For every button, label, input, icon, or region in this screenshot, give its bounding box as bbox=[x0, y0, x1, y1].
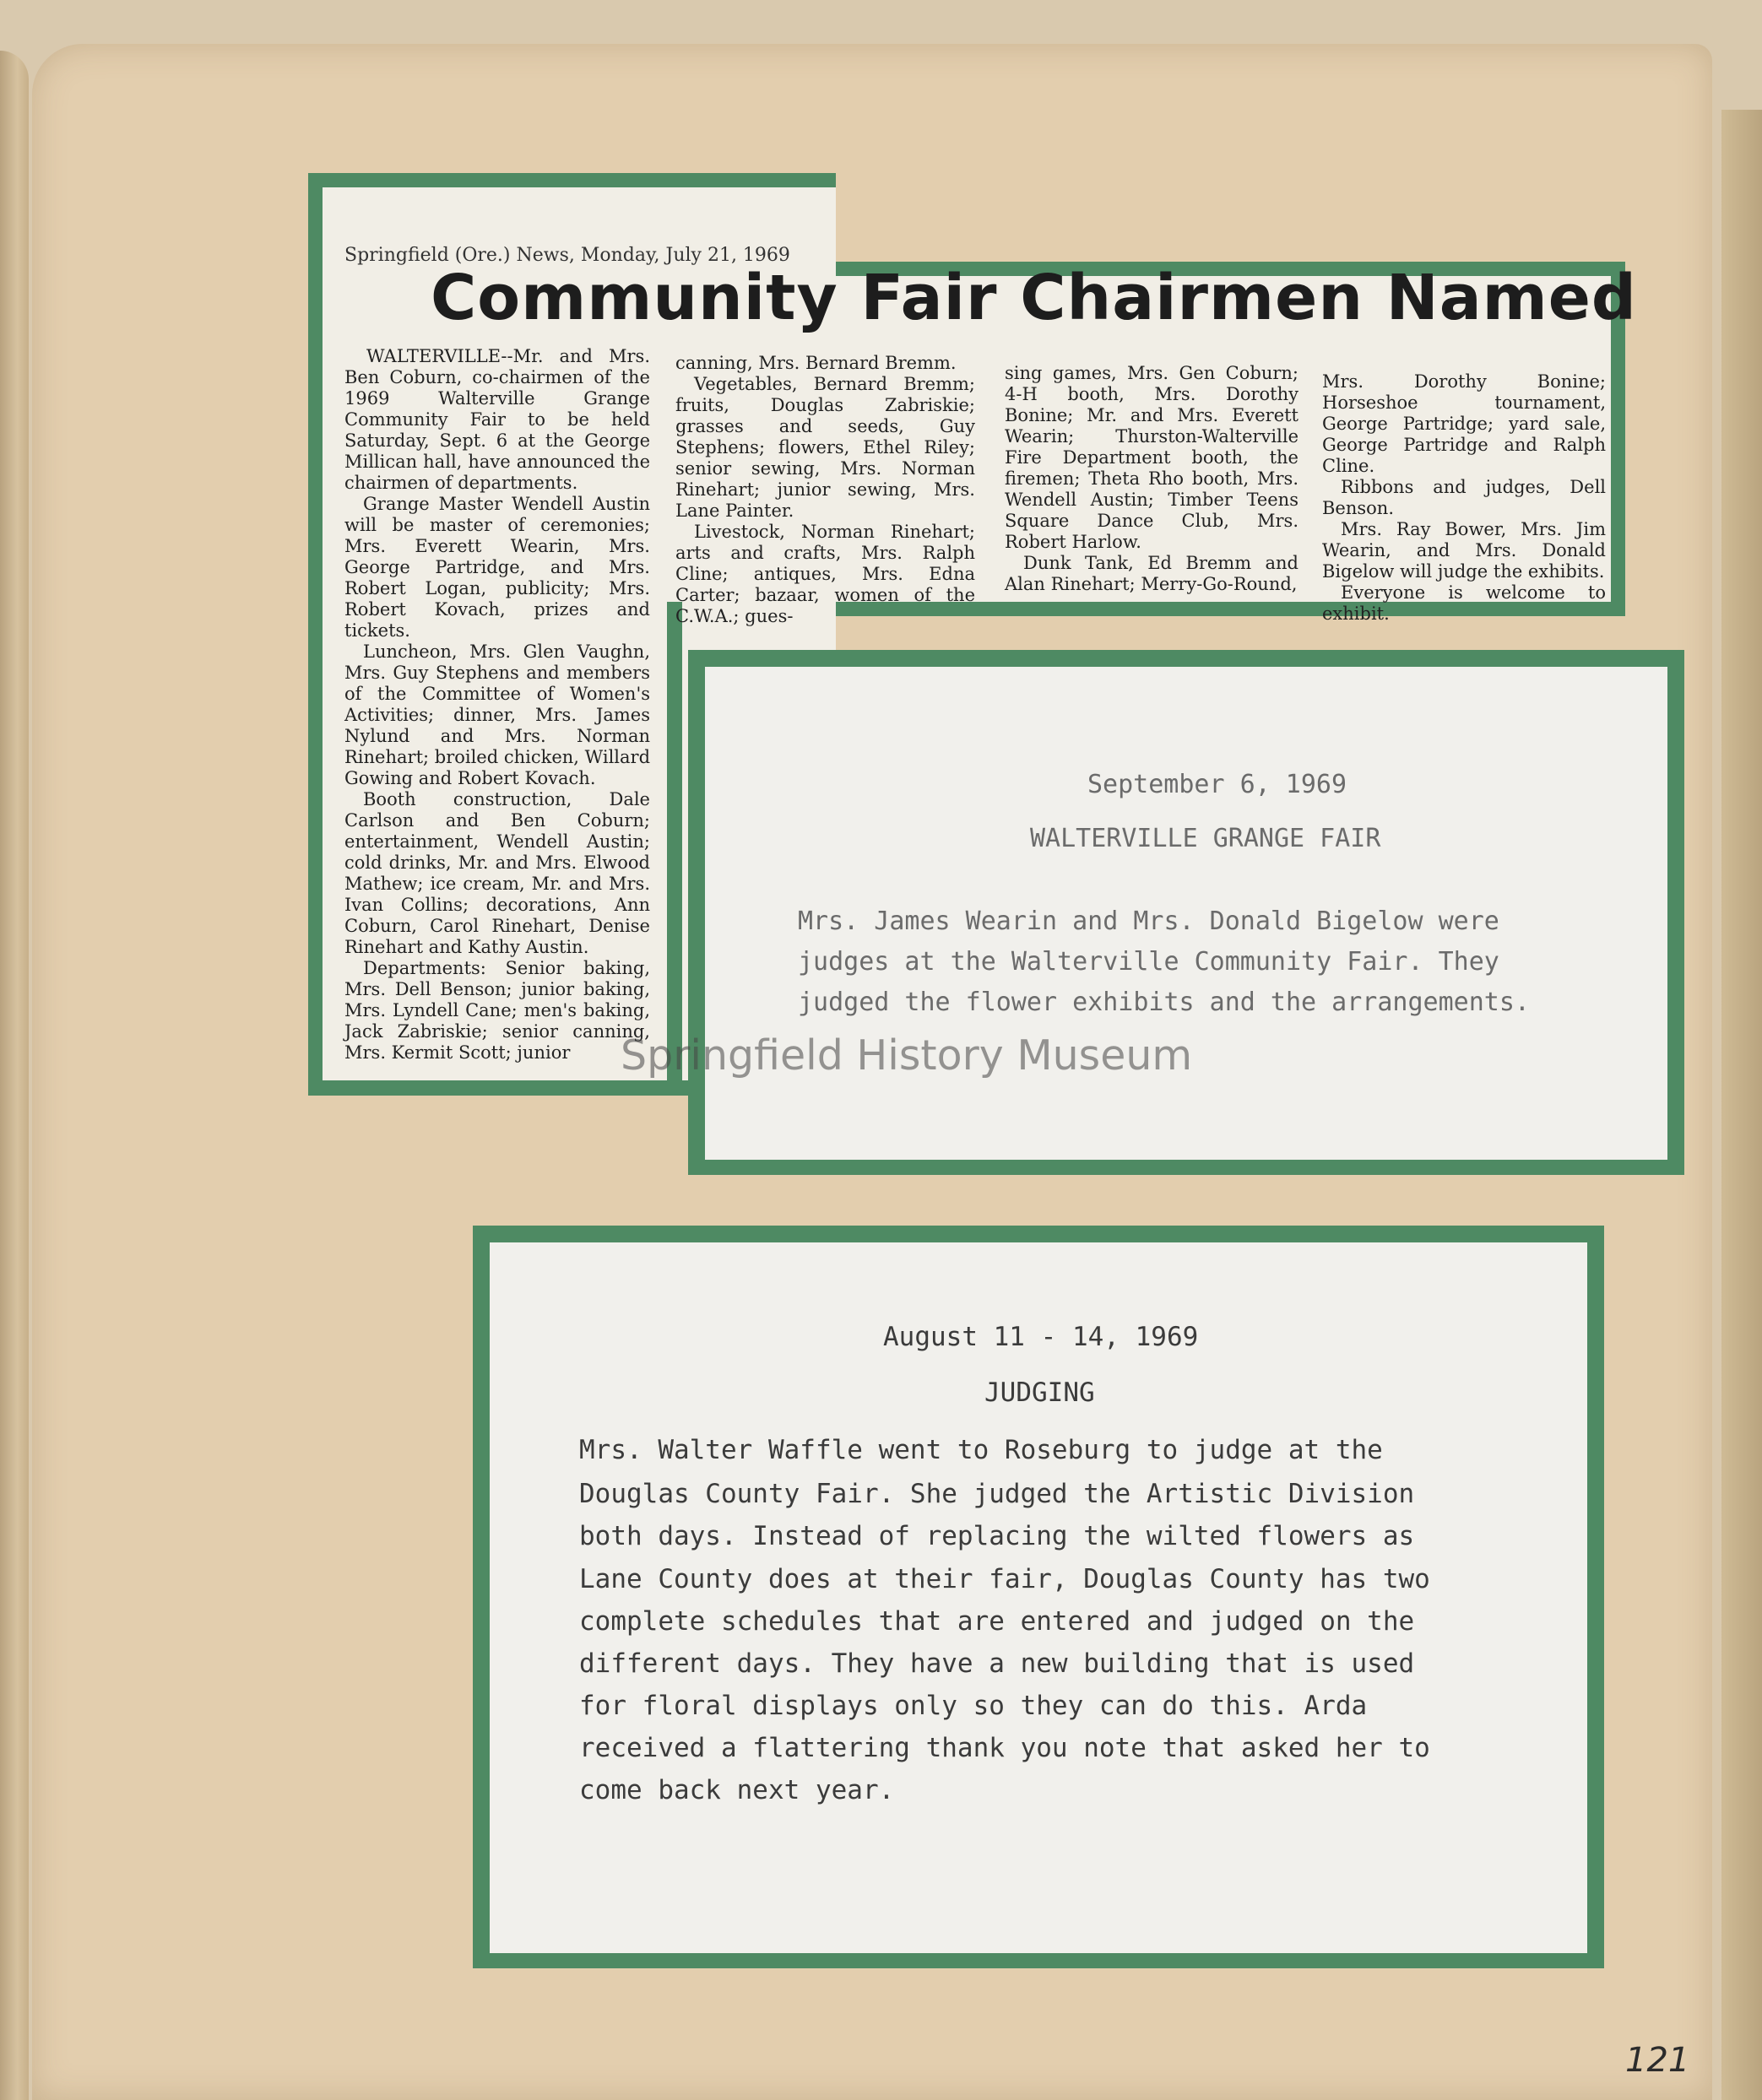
article-paragraph: Ribbons and judges, Dell Benson. bbox=[1322, 477, 1606, 518]
card-text-line: Douglas County Fair. She judged the Artistic Division bbox=[579, 1479, 1415, 1509]
page-number: 121 bbox=[1625, 2041, 1690, 2080]
article-paragraph: sing games, Mrs. Gen Coburn; 4-H booth, Mrs. Dorothy Bonine; Mr. and Mrs. Everett Wearin; Thurston-Walterville Fire Department booth, the firemen; Theta Rho booth, Mrs. Wendell Austin; Timber Teens Square Dance Club, Mrs. Robert Harlow. bbox=[1005, 363, 1298, 552]
clipping-dateline: Springfield (Ore.) News, Monday, July 21, 1969 bbox=[344, 245, 790, 266]
article-column-3 bbox=[1005, 363, 1298, 595]
museum-watermark: Springfield History Museum bbox=[621, 1031, 1193, 1080]
article-paragraph: Luncheon, Mrs. Glen Vaughn, Mrs. Guy Stephens and members of the Committee of Women's Activities; dinner, Mrs. James Nylund and Mrs. Norman Rinehart; broiled chicken, Willard Gowing and Robert Kovach. bbox=[344, 641, 651, 788]
card-text-line: for floral displays only so they can do this. Arda bbox=[579, 1691, 1368, 1721]
article-paragraph: Mrs. Ray Bower, Mrs. Jim Wearin, and Mrs. Donald Bigelow will judge the exhibits. bbox=[1322, 519, 1606, 582]
article-paragraph: Everyone is welcome to exhibit. bbox=[1322, 582, 1606, 624]
card-title: JUDGING bbox=[984, 1377, 1095, 1408]
card-date: September 6, 1969 bbox=[1087, 770, 1347, 799]
clipping-headline: Community Fair Chairmen Named bbox=[431, 262, 1637, 334]
article-paragraph: Mrs. Dorothy Bonine; Horseshoe tournament, George Partridge; yard sale, George Partridge and Ralph Cline. bbox=[1322, 371, 1606, 476]
article-column-4 bbox=[1322, 371, 1606, 625]
card-text-line: Mrs. Walter Waffle went to Roseburg to judge at the bbox=[579, 1435, 1383, 1465]
card-title: WALTERVILLE GRANGE FAIR bbox=[1030, 824, 1381, 853]
card-date: August 11 - 14, 1969 bbox=[883, 1322, 1199, 1352]
article-column-2 bbox=[675, 353, 975, 627]
page-edge bbox=[1721, 110, 1762, 2100]
card-text-line: judged the flower exhibits and the arrangements. bbox=[798, 988, 1530, 1017]
article-paragraph: WALTERVILLE--Mr. and Mrs. Ben Coburn, co-chairmen of the 1969 Walterville Grange Community Fair to be held Saturday, Sept. 6 at the George Millican hall, have announced the chairmen of departments. bbox=[344, 346, 650, 493]
card-text-line: judges at the Walterville Community Fair. They bbox=[798, 947, 1499, 977]
article-paragraph: Grange Master Wendell Austin will be master of ceremonies; Mrs. Everett Wearin, Mrs. George Partridge, and Mrs. Robert Logan, publicity; Mrs. Robert Kovach, prizes and tickets. bbox=[344, 494, 650, 641]
card-text-line: received a flattering thank you note that asked her to bbox=[579, 1733, 1430, 1763]
card-text-line: complete schedules that are entered and judged on the bbox=[579, 1606, 1415, 1637]
card-text-line: come back next year. bbox=[579, 1775, 895, 1805]
card-text-line: different days. They have a new building that is used bbox=[579, 1648, 1415, 1679]
article-paragraph: Vegetables, Bernard Bremm; fruits, Douglas Zabriskie; grasses and seeds, Guy Stephens; flowers, Ethel Riley; senior sewing, Mrs. Norman Rinehart; junior sewing, Mrs. Lane Painter. bbox=[675, 374, 975, 521]
card-text-line: both days. Instead of replacing the wilted flowers as bbox=[579, 1521, 1415, 1551]
article-paragraph: Departments: Senior baking, Mrs. Dell Benson; junior baking, Mrs. Lyndell Cane; men's baking, Jack Zabriskie; senior canning, Mrs. Kermit Scott; junior bbox=[344, 958, 650, 1063]
book-spine bbox=[0, 51, 29, 2100]
article-paragraph: Livestock, Norman Rinehart; arts and crafts, Mrs. Ralph Cline; antiques, Mrs. Edna Carter; bazaar, women of the C.W.A.; gues- bbox=[675, 522, 975, 626]
article-paragraph: canning, Mrs. Bernard Bremm. bbox=[675, 353, 957, 373]
article-paragraph: Dunk Tank, Ed Bremm and Alan Rinehart; Merry-Go-Round, bbox=[1005, 553, 1298, 594]
article-paragraph: Booth construction, Dale Carlson and Ben Coburn; entertainment, Wendell Austin; cold drinks, Mr. and Mrs. Elwood Mathew; ice cream, Mr. and Mrs. Ivan Collins; decorations, Ann Coburn, Carol Rinehart, Denise Rinehart and Kathy Austin. bbox=[344, 789, 650, 957]
card-text-line: Lane County does at their fair, Douglas County has two bbox=[579, 1564, 1430, 1594]
card-text-line: Mrs. James Wearin and Mrs. Donald Bigelow were bbox=[798, 907, 1499, 936]
article-column-1 bbox=[344, 346, 650, 1064]
